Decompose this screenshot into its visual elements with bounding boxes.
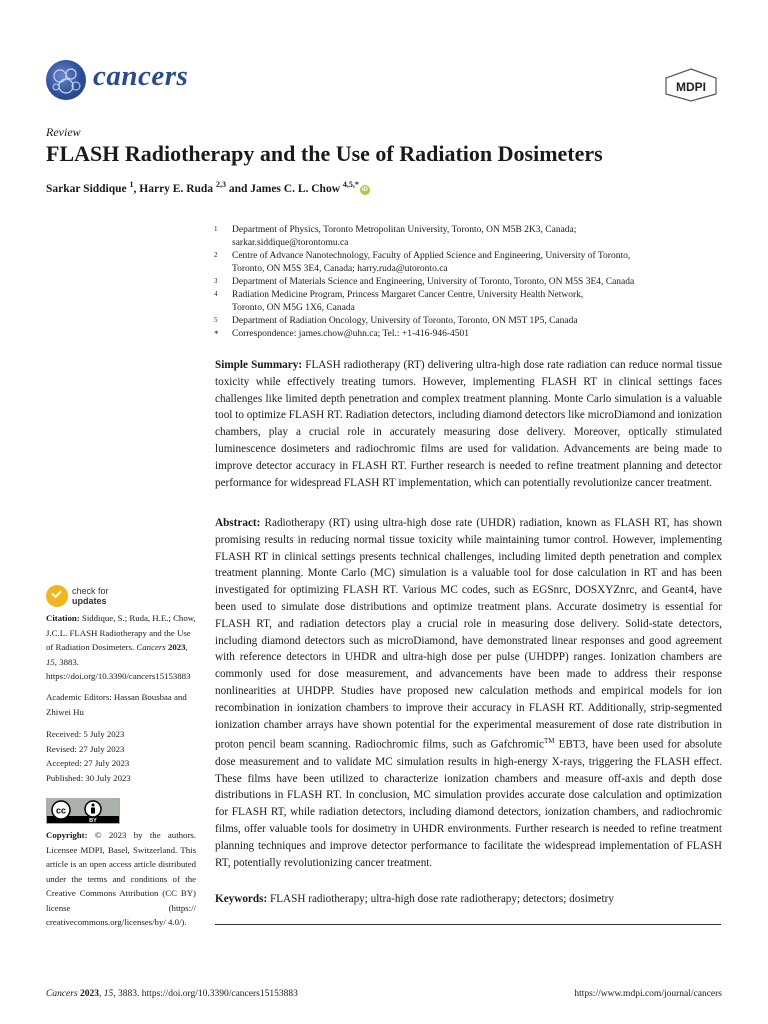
cc-by-license-badge[interactable]: [46, 798, 120, 824]
affiliation-number: 4: [214, 290, 218, 298]
date-accepted: Accepted: 27 July 2023: [46, 758, 130, 768]
affiliation-line: Department of Materials Science and Engineering, University of Toronto, Toronto, ON M5S 3E4, Canada: [232, 277, 635, 287]
publisher-name: MDPI: [676, 80, 706, 94]
affiliation-line: Department of Radiation Oncology, University of Toronto, Toronto, ON M5T 1P5, Canada: [232, 316, 578, 326]
affiliation-number: 2: [214, 251, 218, 259]
affiliation-number: 5: [214, 316, 218, 324]
keywords-text: FLASH radiotherapy; ultra-high dose rate radiotherapy; detectors; dosimetry: [270, 893, 614, 905]
affiliation-number: 3: [214, 277, 218, 285]
journal-logo-icon: [46, 60, 86, 100]
check-for-updates-button[interactable]: [46, 585, 156, 609]
citation-text: Siddique, S.; Ruda, H.E.; Chow, J.C.L. FLASH Radiotherapy and the Use of Radiation Dosimeters.: [46, 613, 196, 652]
keywords: [215, 891, 722, 908]
page-title: FLASH Radiotherapy and the Use of Radiation Dosimeters: [46, 141, 603, 166]
trademark-sup: TM: [543, 737, 555, 746]
author-list: [46, 180, 370, 195]
author-affil-ref: 1: [129, 180, 134, 189]
simple-summary-label: Simple Summary:: [215, 359, 303, 371]
correspondence-line[interactable]: Correspondence: james.chow@uhn.ca; Tel.: +1-416-946-4501: [232, 329, 469, 339]
abstract-text-continued: EBT3, have been used for absolute dose measurement and to validate MC simulation results in high-energy X-rays, triggering the FLASH effect. These films have been utilized to characterize ionization chambers and measure off-axis and depth dose distributions in FLASH RT. In conclusion, MC simulation provides accurate dose calculation and optimization for FLASH RT, while radiation detectors, including diamond detectors, ionization chambers, and radiochromic films, offer valuable tools for dosimetry in UHDR environments. Further research is needed to refine treatment planning techniques and improve detector performance to facilitate the widespread implementation of FLASH RT, potentially revolutionizing cancer treatment.: [215, 739, 722, 869]
citation-journal: Cancers: [136, 642, 166, 652]
check-updates-line2: updates: [72, 596, 107, 606]
check-updates-line1: check for: [72, 586, 109, 596]
check-icon: [46, 585, 68, 607]
date-revised: Revised: 27 July 2023: [46, 743, 125, 754]
copyright-label: Copyright:: [46, 830, 88, 840]
affiliation-line: Toronto, ON M5S 3E4, Canada; harry.ruda@utoronto.ca: [232, 264, 448, 274]
journal-name[interactable]: cancers: [93, 60, 189, 92]
affiliation-line: Radiation Medicine Program, Princess Margaret Cancer Centre, University Health Network,: [232, 290, 584, 300]
affiliation-number: 1: [214, 225, 218, 233]
editors-label: Academic Editors:: [46, 692, 112, 702]
editors-names: Hassan Bousbaa and Zhiwei Hu: [46, 692, 187, 717]
affiliation-line: Toronto, ON M5G 1X6, Canada: [232, 303, 355, 313]
affiliation-number: *: [214, 329, 219, 339]
footer-journal: Cancers: [46, 989, 78, 999]
abstract: [215, 515, 722, 871]
footer-year: 2023: [80, 989, 100, 999]
affiliation-line: Department of Physics, Toronto Metropolitan University, Toronto, ON M5B 2K3, Canada;: [232, 225, 577, 235]
academic-editors: [46, 690, 196, 719]
copyright-block: [46, 828, 196, 930]
citation-volume: 15: [46, 656, 55, 667]
dates-block: [46, 727, 196, 785]
footer-citation: Cancers 2023, 15, 3883. https://doi.org/10.3390/cancers15153883: [46, 989, 298, 999]
footer-journal-url[interactable]: https://www.mdpi.com/journal/cancers: [574, 989, 722, 999]
footer-doi[interactable]: , 3883. https://doi.org/10.3390/cancers15153883: [113, 989, 298, 999]
keywords-label: Keywords:: [215, 893, 268, 905]
footer-volume: 15: [103, 989, 114, 999]
author-affil-ref: 2,3: [215, 180, 226, 189]
date-received: Received: 5 July 2023: [46, 729, 125, 739]
abstract-label: Abstract:: [215, 517, 261, 529]
author-name[interactable]: Harry E. Ruda: [139, 182, 214, 195]
copyright-text: © 2023 by the authors. Licensee MDPI, Basel, Switzerland. This article is an open access article distributed under the terms and conditions of the Creative Commons Attribution (CC BY) license (https:// creativecommons.org/licenses/by/ 4.0/).: [46, 830, 196, 927]
abstract-text: Radiotherapy (RT) using ultra-high dose rate (UHDR) radiation, known as FLASH RT, has shown promising results in reducing normal tissue toxicity while maintaining tumor control. However, implementing FLASH RT in clinical settings presents technical challenges, including limited depth penetration and complex treatment planning. Monte Carlo (MC) simulation is a valuable tool for dose calculation in RT and has been investigated for optimizing FLASH RT. Various MC codes, such as EGSnrc, DOSXYZnrc, and Geant4, have been used to simulate dose distributions and optimize treatment plans. Accurate dosimetry is essential for FLASH RT, and radiation detectors play a crucial role in measuring dose delivery. Solid-state detectors, including diamond detectors such as microDiamond, have demonstrated linear responses and good agreement with reference detectors in UHDR and ultra-high dose per pulse (UHDPP) ranges. Ionization chambers are commonly used for dose measurement, and advancements have been made to address their response nonlinearities at UHDPP. Studies have proposed new calculation methods and empirical models for ion recombination in ionization chambers to improve their accuracy in FLASH RT. Additionally, strip-segmented ionization chamber arrays have shown potential for the experimental measurement of dose rate distribution in proton pencil beam scanning. Radiochromic films, such as Gafchromic: [215, 517, 722, 752]
citation-doi[interactable]: , 3883. https://doi.org/10.3390/cancers15153883: [46, 656, 191, 681]
publisher-logo[interactable]: [664, 68, 718, 102]
author-separator: ,: [133, 182, 140, 195]
author-affil-ref: 4,5,*: [342, 180, 359, 189]
author-name[interactable]: Sarkar Siddique: [46, 182, 127, 195]
citation-year: 2023: [167, 642, 186, 652]
author-name[interactable]: James C. L. Chow: [250, 182, 340, 195]
orcid-icon[interactable]: iD: [361, 186, 368, 193]
affiliation-line: Centre of Advance Nanotechnology, Faculty of Applied Science and Engineering, University of Toronto,: [232, 251, 631, 261]
cc-icon: cc: [55, 805, 67, 816]
simple-summary: [215, 357, 722, 491]
citation-label: Citation:: [46, 613, 80, 623]
affiliation-email[interactable]: sarkar.siddique@torontomu.ca: [232, 238, 349, 248]
divider-line: [215, 924, 721, 925]
by-label: BY: [89, 818, 97, 823]
simple-summary-text: FLASH radiotherapy (RT) delivering ultra-high dose rate radiation can reduce normal tissue toxicity while effectively treating tumors. However, implementing FLASH RT in clinical settings faces challenges like limited depth penetration and complex treatment planning. Monte Carlo simulation is a valuable tool to optimize FLASH RT. Radiation detectors, including diamond detectors like microDiamond and ionization chambers, play a crucial role in accurately measuring dose delivery. Moreover, optically stimulated luminescence dosimeters and radiochromic films are used for validation. Advancements are being made to improve detector accuracy in FLASH RT. Further research is needed to refine treatment planning and detector performance for widespread FLASH RT implementation, which can potentially revolutionize cancer treatment.: [215, 359, 722, 489]
author-separator: and: [225, 182, 251, 195]
date-published: Published: 30 July 2023: [46, 772, 131, 783]
article-type: Review: [46, 125, 81, 139]
citation-block: Citation: Siddique, S.; Ruda, H.E.; Chow, J.C.L. FLASH Radiotherapy and the Use of Radiation Dosimeters. Cancers 2023, 15, 3883. https://doi.org/10.3390/cancers15153883: [46, 613, 196, 681]
